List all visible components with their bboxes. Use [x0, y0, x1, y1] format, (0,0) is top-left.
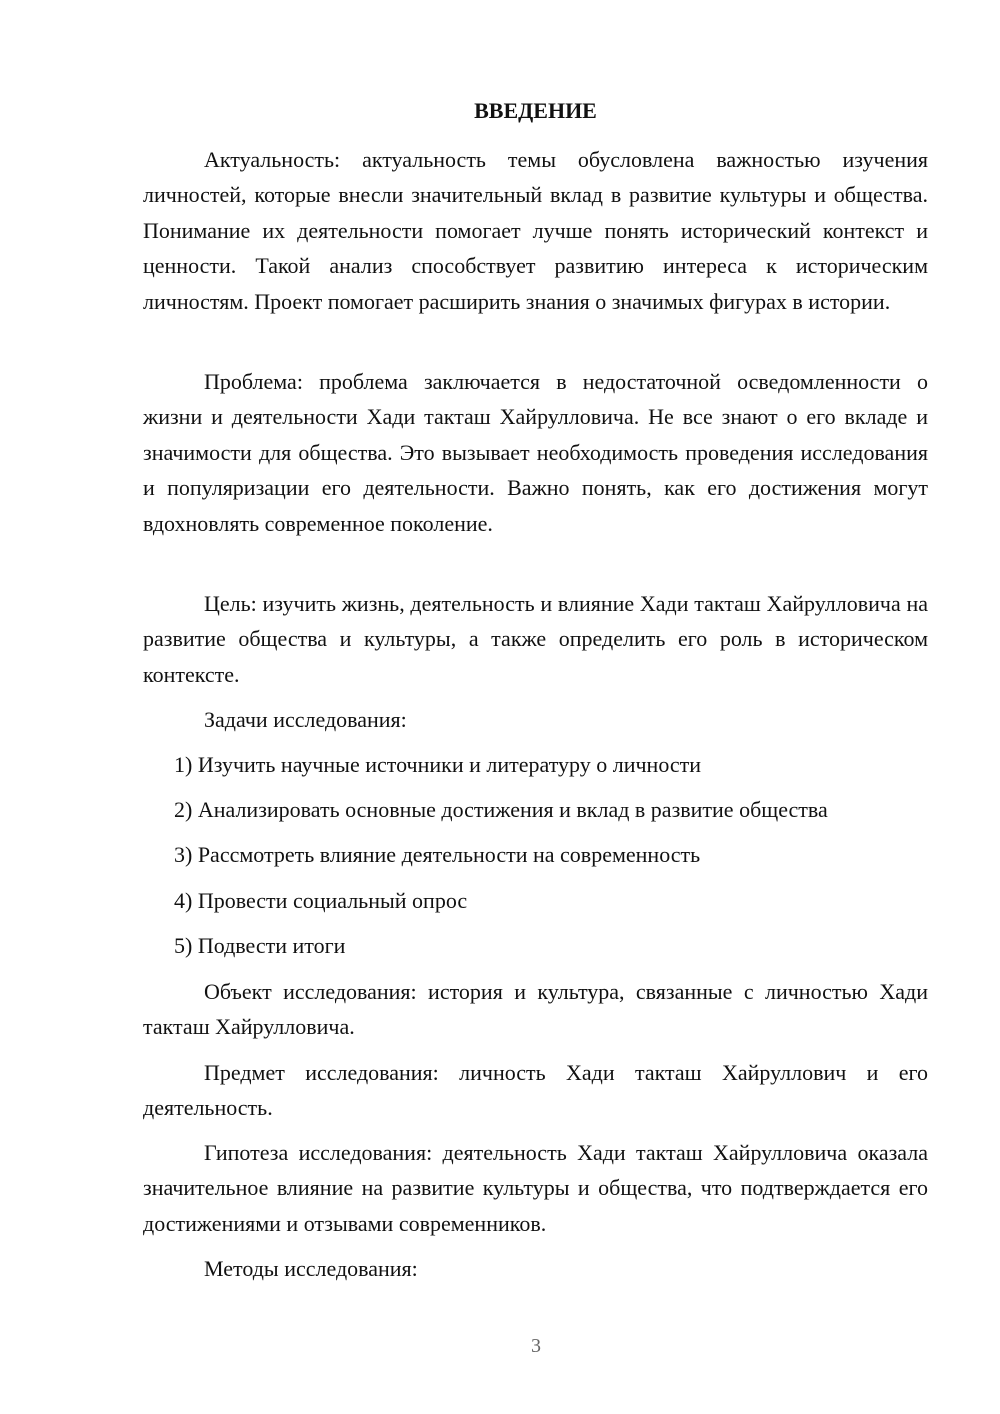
object-paragraph: Объект исследования: история и культура, связанные с личностью Хади такташ Хайрулловича.	[143, 979, 928, 1040]
tasks-heading: Задачи исследования:	[204, 707, 407, 732]
goal-paragraph: Цель: изучить жизнь, деятельность и влияние Хади такташ Хайрулловича на развитие общества и культуры, а также определить его роль в историческом контексте.	[143, 591, 928, 687]
problem-paragraph: Проблема: проблема заключается в недостаточной осведомленности о жизни и деятельности Хади такташ Хайрулловича. Не все знают о его вкладе и значимости для общества. Это вызывает необходимость проведения исследования и популяризации его деятельности. Важно понять, как его достижения могут вдохновлять современное поколение.	[143, 369, 928, 536]
hypothesis-paragraph: Гипотеза исследования: деятельность Хади такташ Хайрулловича оказала значительное влияние на развитие культуры и общества, что подтверждается его достижениями и отзывами современников.	[143, 1140, 928, 1236]
methods-heading: Методы исследования:	[204, 1256, 418, 1281]
subject-paragraph: Предмет исследования: личность Хади такташ Хайруллович и его деятельность.	[143, 1060, 928, 1121]
relevance-paragraph: Актуальность: актуальность темы обусловлена важностью изучения личностей, которые внесли значительный вклад в развитие культуры и общества. Понимание их деятельности помогает лучше понять исторический контекст и ценности. Такой анализ способствует развитию интереса к историческим личностям. Проект помогает расширить знания о значимых фигурах в истории.	[143, 147, 928, 314]
task-item-2: 2) Анализировать основные достижения и вклад в развитие общества	[174, 797, 828, 822]
task-item-4: 4) Провести социальный опрос	[174, 888, 468, 913]
task-item-1: 1) Изучить научные источники и литературу о личности	[174, 752, 702, 777]
page-number: 3	[531, 1335, 541, 1357]
task-item-5: 5) Подвести итоги	[174, 933, 346, 958]
page-title: ВВЕДЕНИЕ	[474, 98, 597, 123]
task-item-3: 3) Рассмотреть влияние деятельности на современность	[174, 842, 701, 867]
